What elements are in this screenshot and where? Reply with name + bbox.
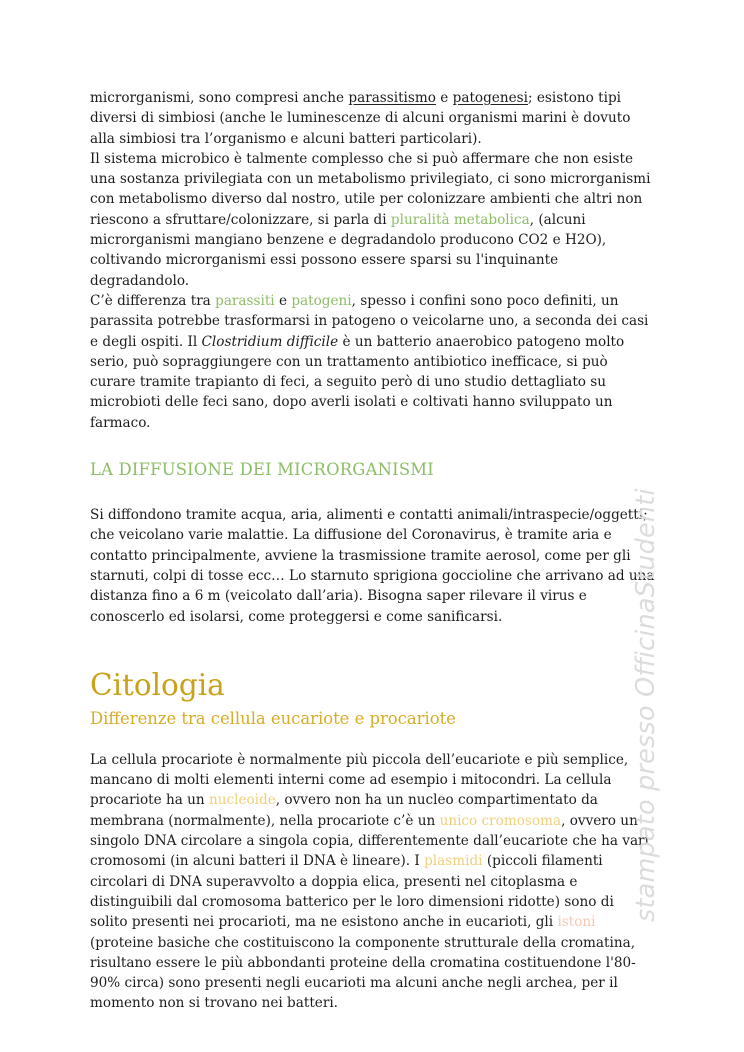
highlight-parassiti: parassiti: [215, 292, 275, 309]
text-run: è un batterio anaerobico patogeno molto serio, può sopraggiungere con un trattamento antibiotico inefficace, si può curare tramite trapianto di feci, a seguito però di uno studio dettagliato su microbioti delle feci sano, dopo averli isolati e coltivati hanno sviluppato un farmaco.: [90, 333, 625, 431]
underlined-term-parassitismo: parassitismo: [348, 90, 436, 106]
watermark: stampato presso OfficinaStudenti: [631, 488, 661, 922]
text-run: , (alcuni microrganismi mangiano benzene e degradandolo producono CO2 e H2O), coltivando microrganismi essi possono essere sparsi su l'inquinante degradandolo.: [90, 211, 607, 289]
text-run: ; esistono tipi diversi di simbiosi (anche le luminescenze di alcuni organismi marini è dovuto alla simbiosi tra l’organismo e alcuni batteri particolari).: [90, 90, 631, 147]
section-heading: LA DIFFUSIONE DEI MICRORGANISMI: [90, 460, 434, 480]
paragraph-microbial-system: [90, 149, 655, 291]
highlight-unico-cromosoma: unico cromosoma: [439, 812, 562, 829]
text-run: (proteine basiche che costituiscono la componente strutturale della cromatina, risultano essere le più abbondanti proteine della cromatina costituendone l'80-90% circa) sono presenti negli eucarioti ma alcuni anche negli archea, per il momento non si trovano nei batteri.: [90, 934, 636, 1012]
paragraph-symbiosis: [90, 88, 655, 149]
text-run: e: [435, 90, 453, 106]
text-run: Il sistema microbico è talmente complesso che si può affermare che non esiste una sostanza privilegiata con un metabolismo privilegiato, ci sono microrganismi con metabolismo diverso dal nostro, utile per colonizzare ambienti che altri non riescono a sfruttare/colonizzare, si parla di: [90, 150, 651, 228]
text-run: , ovvero un singolo DNA circolare a singola copia, differentemente dall’eucariote che ha vari cromosomi (in alcuni batteri il DNA è lineare). I: [90, 812, 649, 870]
text-run: , ovvero non ha un nucleo compartimentato da membrana (normalmente), nella procariote c’è un: [90, 792, 598, 829]
italic-clostridium: Clostridium difficile: [201, 333, 339, 350]
highlight-istoni: istoni: [557, 914, 596, 931]
document-page: [90, 88, 655, 1014]
subsection-heading: Differenze tra cellula eucariote e procariote: [90, 708, 456, 728]
text-run: C’è differenza tra: [90, 292, 216, 309]
highlight-patogeni: patogeni: [291, 292, 352, 309]
text-run: La cellula procariote è normalmente più piccola dell’eucariote e più semplice, mancano di molti elementi interni come ad esempio i mitocondri. La cellula procariote ha un: [90, 751, 629, 809]
paragraph-cell-differences: [90, 750, 655, 1014]
paragraph-diffusion: Si diffondono tramite acqua, aria, alimenti e contatti animali/intraspecie/oggetti; che veicolano varie malattie. La diffusione del Coronavirus, è tramite aria e contatto principalmente, avviene la trasmissione tramite aerosol, come per gli starnuti, colpi di tosse ecc… Lo starnuto sprigiona goccioline che arrivano ad una distanza fino a 6 m (veicolato dall’aria). Bisogna saper rilevare il virus e conoscerlo ed isolarsi, come proteggersi e come sanificarsi.: [90, 507, 655, 625]
text-run: , spesso i confini sono poco definiti, un parassita potrebbe trasformarsi in patogeno o veicolarne uno, a seconda dei casi e degli ospiti. Il: [90, 292, 649, 350]
text-run: (piccoli filamenti circolari di DNA superavvolto a doppia elica, presenti nel citoplasma e distinguibili dal cromosoma batterico per le loro dimensioni ridotte) sono di solito presenti nei procarioti, ma ne esistono anche in eucarioti, gli: [90, 853, 614, 931]
underlined-term-patogenesi: patogenesi: [452, 90, 528, 106]
highlight-pluralita-metabolica: pluralità metabolica: [390, 211, 530, 228]
paragraph-parasites-pathogens: [90, 291, 655, 433]
chapter-title: Citologia: [90, 667, 225, 702]
highlight-plasmidi: plasmidi: [424, 853, 483, 870]
text-run: microrganismi, sono compresi anche: [90, 90, 349, 106]
text-run: e: [274, 292, 292, 309]
highlight-nucleoide: nucleoide: [208, 792, 276, 809]
